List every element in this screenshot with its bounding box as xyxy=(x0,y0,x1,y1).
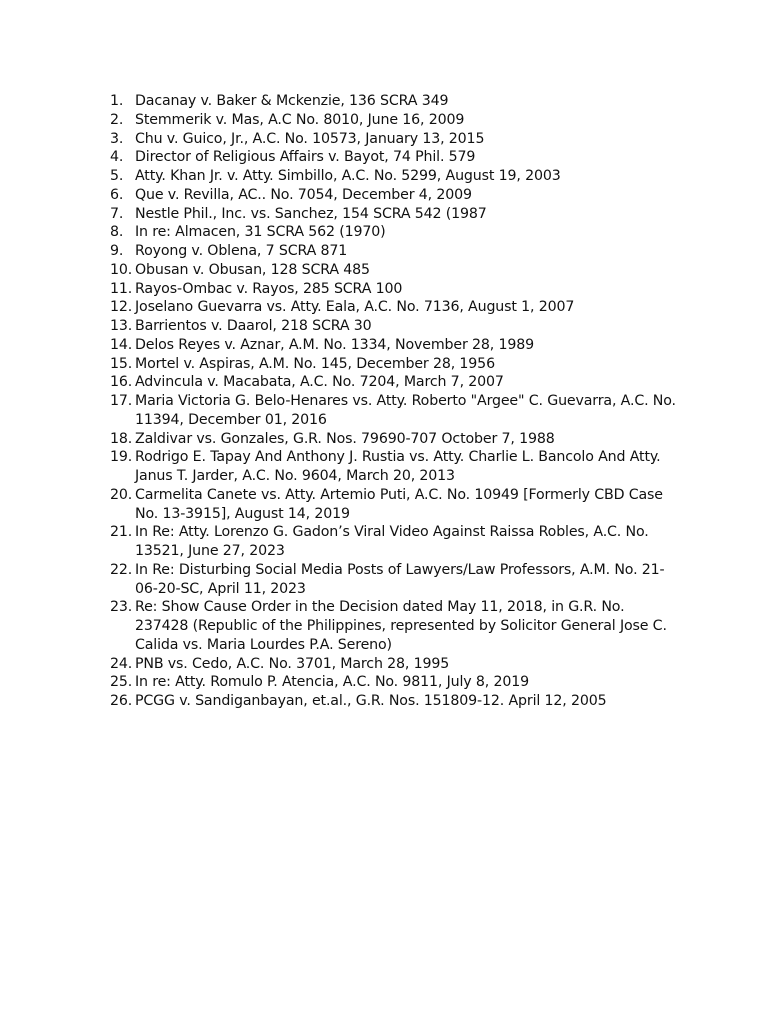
case-citation: Rayos-Ombac v. Rayos, 285 SCRA 100 xyxy=(135,280,403,297)
case-list-item xyxy=(110,523,680,561)
case-list-item xyxy=(110,242,680,261)
case-number: 14. xyxy=(110,336,133,353)
case-number: 25. xyxy=(110,674,133,691)
case-list-item xyxy=(110,355,680,374)
case-number: 7. xyxy=(110,205,124,222)
case-citation: Maria Victoria G. Belo-Henares vs. Atty. Roberto "Argee" C. Guevarra, A.C. No. 11394, December 01, 2016 xyxy=(135,393,676,428)
case-list-item xyxy=(110,261,680,280)
case-citation: Chu v. Guico, Jr., A.C. No. 10573, January 13, 2015 xyxy=(135,130,485,147)
case-number: 11. xyxy=(110,280,133,297)
case-list-item xyxy=(110,373,680,392)
case-citation: Delos Reyes v. Aznar, A.M. No. 1334, November 28, 1989 xyxy=(135,336,534,353)
case-list-item xyxy=(110,448,680,486)
case-list-item xyxy=(110,223,680,242)
case-list-item xyxy=(110,298,680,317)
case-list-item xyxy=(110,561,680,599)
case-citation: Zaldivar vs. Gonzales, G.R. Nos. 79690-707 October 7, 1988 xyxy=(135,430,555,447)
case-list-item xyxy=(110,392,680,430)
case-list-item xyxy=(110,336,680,355)
case-list-item xyxy=(110,598,680,654)
case-list-item xyxy=(110,111,680,130)
case-number: 2. xyxy=(110,111,124,128)
case-list-item xyxy=(110,486,680,524)
case-citation: Stemmerik v. Mas, A.C No. 8010, June 16, 2009 xyxy=(135,111,465,128)
case-list-item xyxy=(110,167,680,186)
case-citation: Mortel v. Aspiras, A.M. No. 145, December 28, 1956 xyxy=(135,355,495,372)
case-list-item xyxy=(110,655,680,674)
case-number: 22. xyxy=(110,561,133,578)
case-number: 17. xyxy=(110,393,133,409)
case-list-item xyxy=(110,148,680,167)
case-citation: PNB vs. Cedo, A.C. No. 3701, March 28, 1995 xyxy=(135,655,450,672)
case-number: 1. xyxy=(110,93,124,109)
case-number: 18. xyxy=(110,430,133,447)
case-list-item xyxy=(110,130,680,149)
case-list-item xyxy=(110,186,680,205)
case-citation: In Re: Atty. Lorenzo G. Gadon’s Viral Video Against Raissa Robles, A.C. No. 13521, June 27, 2023 xyxy=(135,524,649,559)
case-list-item xyxy=(110,430,680,449)
case-number: 16. xyxy=(110,374,133,391)
case-citation: Obusan v. Obusan, 128 SCRA 485 xyxy=(135,261,370,278)
case-citation: Director of Religious Affairs v. Bayot, 74 Phil. 579 xyxy=(135,149,476,166)
case-number: 12. xyxy=(110,299,133,316)
case-list-item xyxy=(110,673,680,692)
case-list-item xyxy=(110,92,680,111)
case-number: 5. xyxy=(110,168,124,184)
case-citation: PCGG v. Sandiganbayan, et.al., G.R. Nos. 151809-12. April 12, 2005 xyxy=(135,693,607,709)
case-citation: Nestle Phil., Inc. vs. Sanchez, 154 SCRA 542 (1987 xyxy=(135,205,487,222)
case-citation: Dacanay v. Baker & Mckenzie, 136 SCRA 349 xyxy=(135,93,449,109)
case-citation: Re: Show Cause Order in the Decision dated May 11, 2018, in G.R. No. 237428 (Republic of the Philippines, represented by Solicitor General Jose C. Calida vs. Maria Lourdes P.A. Sereno) xyxy=(135,599,667,653)
case-number: 21. xyxy=(110,524,133,541)
case-citation: Joselano Guevarra vs. Atty. Eala, A.C. No. 7136, August 1, 2007 xyxy=(135,299,575,316)
case-citation: Rodrigo E. Tapay And Anthony J. Rustia vs. Atty. Charlie L. Bancolo And Atty. Janus T. Jarder, A.C. No. 9604, March 20, 2013 xyxy=(135,449,661,484)
case-list xyxy=(110,92,680,711)
case-number: 20. xyxy=(110,486,133,503)
case-citation: Advincula v. Macabata, A.C. No. 7204, March 7, 2007 xyxy=(135,374,504,391)
case-citation: Atty. Khan Jr. v. Atty. Simbillo, A.C. No. 5299, August 19, 2003 xyxy=(135,168,561,184)
case-citation: In re: Almacen, 31 SCRA 562 (1970) xyxy=(135,224,386,241)
case-number: 15. xyxy=(110,355,133,372)
case-number: 13. xyxy=(110,318,133,334)
case-citation: Carmelita Canete vs. Atty. Artemio Puti, A.C. No. 10949 [Formerly CBD Case No. 13-3915], August 14, 2019 xyxy=(135,486,663,522)
case-citation: Barrientos v. Daarol, 218 SCRA 30 xyxy=(135,318,372,334)
case-citation: In Re: Disturbing Social Media Posts of Lawyers/Law Professors, A.M. No. 21-06-20-SC, April 11, 2023 xyxy=(135,561,665,597)
case-number: 19. xyxy=(110,449,133,466)
case-list-item xyxy=(110,317,680,336)
case-number: 3. xyxy=(110,130,124,147)
case-citation: In re: Atty. Romulo P. Atencia, A.C. No. 9811, July 8, 2019 xyxy=(135,674,530,691)
case-number: 8. xyxy=(110,224,124,241)
case-number: 4. xyxy=(110,149,124,166)
case-number: 6. xyxy=(110,186,124,203)
case-number: 10. xyxy=(110,261,133,278)
case-list-item xyxy=(110,205,680,224)
case-number: 23. xyxy=(110,599,133,616)
case-list-item xyxy=(110,280,680,299)
case-citation: Que v. Revilla, AC.. No. 7054, December 4, 2009 xyxy=(135,186,472,203)
case-number: 24. xyxy=(110,655,133,672)
case-number: 26. xyxy=(110,693,133,709)
case-list-item xyxy=(110,692,680,711)
case-number: 9. xyxy=(110,243,124,259)
case-citation: Royong v. Oblena, 7 SCRA 871 xyxy=(135,243,348,259)
